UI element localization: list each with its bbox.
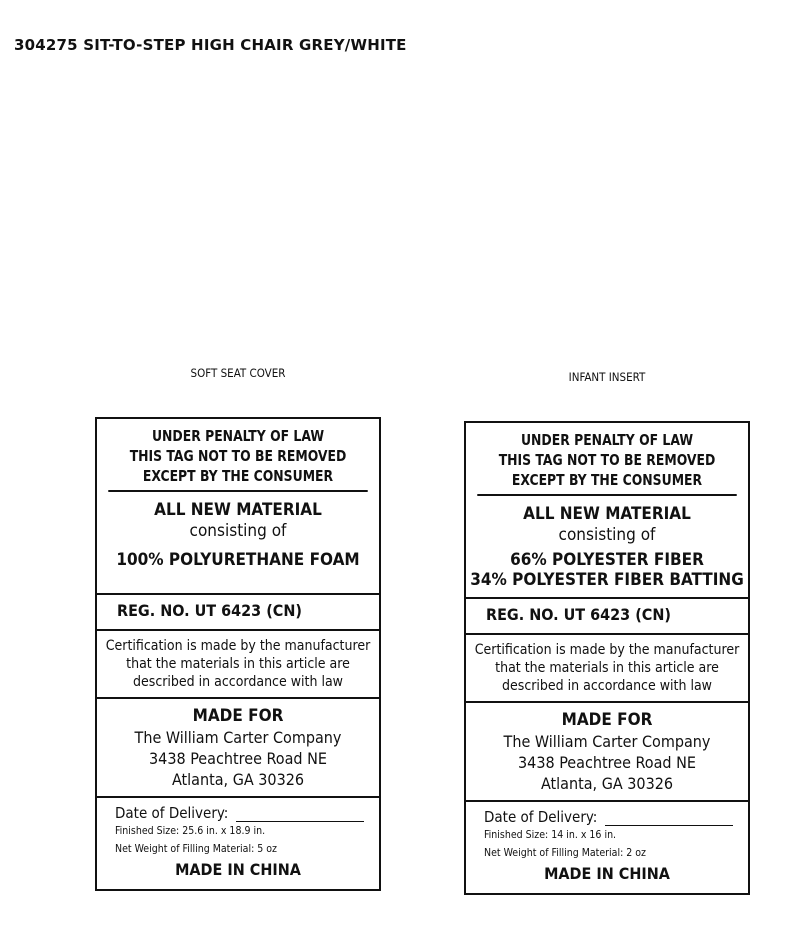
material-section xyxy=(466,496,748,599)
date-of-delivery-label: Date of Delivery: xyxy=(484,808,598,826)
warning-line: UNDER PENALTY OF LAW xyxy=(520,431,694,449)
address-line: 3438 Peachtree Road NE xyxy=(149,749,327,768)
date-of-delivery-blank xyxy=(236,807,364,822)
law-label-soft-seat-cover xyxy=(95,417,381,891)
certification-line: Certification is made by the manufacturer xyxy=(105,638,371,654)
address-line: Atlanta, GA 30326 xyxy=(171,770,305,789)
date-of-delivery-row xyxy=(484,808,748,826)
net-weight: Net Weight of Filling Material: 2 oz xyxy=(484,847,646,859)
address-line: Atlanta, GA 30326 xyxy=(540,774,674,793)
warning-section xyxy=(477,423,736,496)
warning-line: THIS TAG NOT TO BE REMOVED xyxy=(129,447,347,465)
made-for-heading: MADE FOR xyxy=(561,710,653,730)
material-line: 66% POLYESTER FIBER xyxy=(510,550,704,570)
certification-line: described in accordance with law xyxy=(502,678,712,694)
material-consisting: consisting of xyxy=(558,525,656,545)
net-weight: Net Weight of Filling Material: 5 oz xyxy=(115,843,277,855)
tag-caption-soft-seat-cover: SOFT SEAT COVER xyxy=(190,366,286,380)
made-in-china: MADE IN CHINA xyxy=(175,860,301,879)
material-heading: ALL NEW MATERIAL xyxy=(523,504,691,524)
address-line: 3438 Peachtree Road NE xyxy=(518,753,696,772)
date-of-delivery-row xyxy=(115,804,379,822)
certification-line: described in accordance with law xyxy=(133,674,343,690)
warning-line: THIS TAG NOT TO BE REMOVED xyxy=(498,451,716,469)
delivery-section xyxy=(466,802,748,893)
certification-line: that the materials in this article are xyxy=(126,656,350,672)
material-heading: ALL NEW MATERIAL xyxy=(154,500,322,520)
finished-size: Finished Size: 25.6 in. x 18.9 in. xyxy=(115,825,266,837)
material-line: 100% POLYURETHANE FOAM xyxy=(116,550,360,570)
certification-section xyxy=(466,635,748,703)
warning-line: EXCEPT BY THE CONSUMER xyxy=(142,467,334,485)
address-line: The William Carter Company xyxy=(134,728,342,747)
warning-line: UNDER PENALTY OF LAW xyxy=(151,427,325,445)
material-section xyxy=(97,492,379,595)
reg-number: REG. NO. UT 6423 (CN) xyxy=(466,599,748,635)
document-title: 304275 SIT-TO-STEP HIGH CHAIR GREY/WHITE xyxy=(14,36,407,54)
date-of-delivery-label: Date of Delivery: xyxy=(115,804,229,822)
law-label-infant-insert xyxy=(464,421,750,895)
made-for-section xyxy=(466,703,748,802)
date-of-delivery-blank xyxy=(605,811,733,826)
made-for-section xyxy=(97,699,379,798)
certification-section xyxy=(97,631,379,699)
certification-line: that the materials in this article are xyxy=(495,660,719,676)
warning-section xyxy=(108,419,367,492)
finished-size: Finished Size: 14 in. x 16 in. xyxy=(484,829,617,841)
tag-caption-infant-insert: INFANT INSERT xyxy=(568,370,646,384)
reg-number: REG. NO. UT 6423 (CN) xyxy=(97,595,379,631)
made-in-china: MADE IN CHINA xyxy=(544,864,670,883)
material-line: 34% POLYESTER FIBER BATTING xyxy=(470,570,744,590)
certification-line: Certification is made by the manufacturer xyxy=(474,642,740,658)
address-line: The William Carter Company xyxy=(503,732,711,751)
made-for-heading: MADE FOR xyxy=(192,706,284,726)
warning-line: EXCEPT BY THE CONSUMER xyxy=(511,471,703,489)
delivery-section xyxy=(97,798,379,889)
material-consisting: consisting of xyxy=(189,521,287,541)
